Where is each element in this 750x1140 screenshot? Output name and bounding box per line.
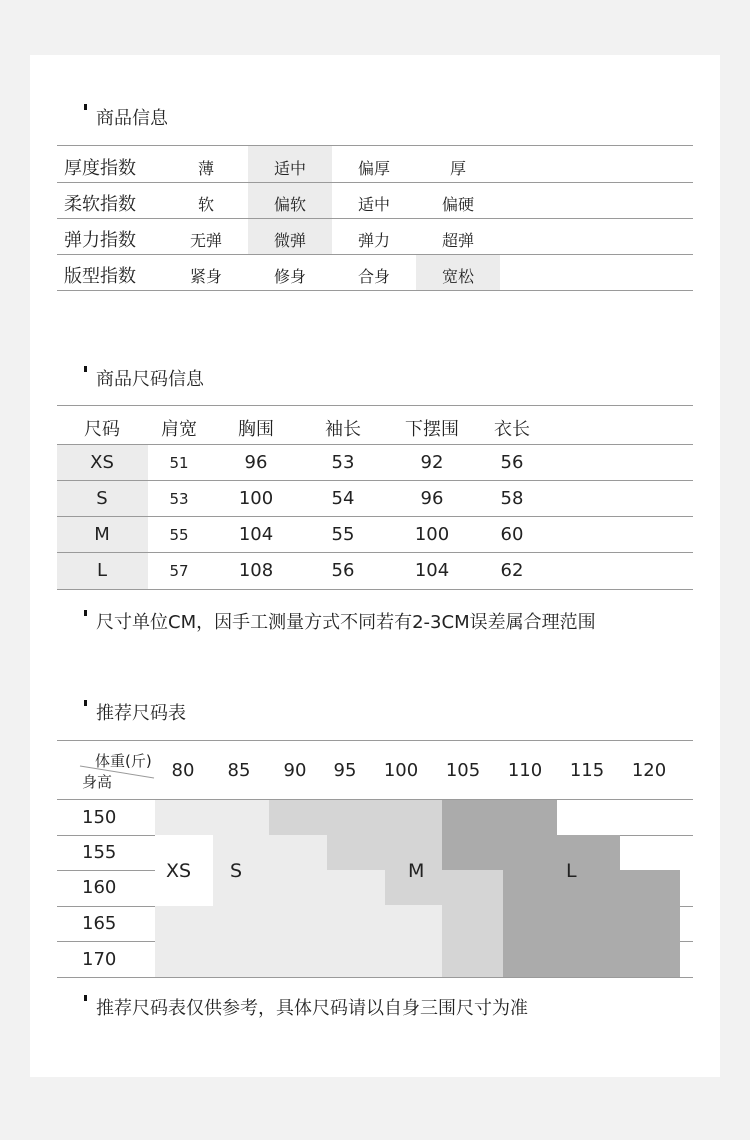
table-rule	[57, 516, 693, 517]
size-label-m: M	[408, 860, 425, 882]
table-rule	[57, 290, 693, 291]
weight-header: 100	[383, 760, 419, 781]
table-rule	[57, 799, 693, 800]
size-value: 108	[238, 560, 274, 581]
table-rule	[57, 480, 693, 481]
table-rule	[57, 405, 693, 406]
row-rule	[57, 835, 155, 836]
size-note: 尺寸单位CM，因手工测量方式不同若有2-3CM误差属合理范围	[96, 612, 596, 633]
info-row-label: 柔软指数	[64, 194, 136, 215]
row-rule	[680, 941, 693, 942]
section-bullet	[84, 700, 87, 706]
size-l-region	[442, 800, 557, 835]
row-rule	[57, 941, 155, 942]
info-option: 偏软	[273, 195, 306, 214]
size-header: 肩宽	[161, 419, 197, 440]
row-rule	[57, 870, 155, 871]
weight-header: 95	[333, 760, 357, 781]
table-rule	[57, 977, 693, 978]
info-row-label: 厚度指数	[64, 158, 136, 179]
size-value: 54	[331, 488, 355, 509]
info-option: 无弹	[189, 231, 222, 250]
weight-header: 90	[283, 760, 307, 781]
info-option: 厚	[449, 159, 466, 178]
size-info-title: 商品尺码信息	[96, 369, 204, 390]
size-m-region	[327, 835, 442, 870]
weight-header: 80	[171, 760, 195, 781]
size-label-xs: XS	[166, 860, 192, 882]
info-option: 超弹	[441, 231, 474, 250]
size-header: 尺码	[84, 419, 120, 440]
note-bullet	[84, 995, 87, 1001]
weight-header: 115	[569, 760, 605, 781]
table-rule	[57, 254, 693, 255]
table-rule	[57, 444, 693, 445]
size-value: 51	[169, 454, 189, 472]
note-bullet	[84, 610, 87, 616]
info-option: 修身	[273, 267, 306, 286]
size-name: XS	[90, 452, 114, 473]
table-rule	[57, 740, 693, 741]
row-rule	[680, 906, 693, 907]
size-value: 96	[420, 488, 444, 509]
corner-diagonal	[78, 762, 158, 782]
corner-weight-label: 体重(斤)	[95, 752, 152, 770]
info-row-label: 版型指数	[64, 266, 136, 287]
info-option: 紧身	[189, 267, 222, 286]
info-option: 偏硬	[441, 195, 474, 214]
size-value: 55	[331, 524, 355, 545]
size-l-region	[442, 835, 620, 870]
row-rule	[57, 906, 155, 907]
size-label-l: L	[566, 860, 577, 882]
height-label: 170	[82, 949, 117, 970]
height-label: 160	[82, 877, 117, 898]
size-value: 56	[331, 560, 355, 581]
section-bullet	[84, 366, 87, 372]
size-value: 100	[414, 524, 450, 545]
product-info-title: 商品信息	[96, 108, 168, 129]
recommend-note: 推荐尺码表仅供参考，具体尺码请以自身三围尺寸为准	[96, 998, 528, 1019]
info-option: 弹力	[357, 231, 390, 250]
size-value: 53	[169, 490, 189, 508]
weight-header: 85	[227, 760, 251, 781]
section-bullet	[84, 104, 87, 110]
size-label-s: S	[230, 860, 243, 882]
size-value: 55	[169, 526, 189, 544]
info-option: 薄	[197, 159, 214, 178]
size-m-region	[269, 800, 442, 835]
table-rule	[57, 589, 693, 590]
info-option: 宽松	[441, 267, 474, 286]
weight-header: 110	[507, 760, 543, 781]
size-name: S	[96, 488, 108, 509]
size-value: 96	[244, 452, 268, 473]
size-value: 56	[500, 452, 524, 473]
height-label: 155	[82, 842, 117, 863]
size-value: 104	[414, 560, 450, 581]
info-option: 适中	[357, 195, 390, 214]
info-option: 软	[197, 195, 214, 214]
size-value: 53	[331, 452, 355, 473]
info-option: 合身	[357, 267, 390, 286]
size-value: 57	[169, 562, 189, 580]
size-header: 下摆围	[405, 419, 459, 440]
info-row-label: 弹力指数	[64, 230, 136, 251]
recommend-title: 推荐尺码表	[96, 703, 186, 724]
size-value: 62	[500, 560, 524, 581]
height-label: 165	[82, 913, 117, 934]
size-l-region	[503, 870, 680, 977]
corner-height-label: 身高	[82, 773, 113, 791]
info-option: 偏厚	[357, 159, 390, 178]
info-option: 适中	[273, 159, 306, 178]
height-label: 150	[82, 807, 117, 828]
size-header: 袖长	[325, 419, 361, 440]
table-rule	[57, 145, 693, 146]
size-value: 104	[238, 524, 274, 545]
size-value: 100	[238, 488, 274, 509]
size-name: L	[96, 560, 108, 581]
size-s-region	[269, 835, 327, 977]
size-m-region	[442, 870, 503, 977]
size-value: 60	[500, 524, 524, 545]
size-value: 58	[500, 488, 524, 509]
size-s-region	[385, 905, 442, 977]
table-rule	[57, 182, 693, 183]
weight-header: 120	[631, 760, 667, 781]
row-rule	[620, 835, 693, 836]
size-name: M	[94, 524, 110, 545]
size-s-region	[327, 870, 385, 977]
weight-header: 105	[445, 760, 481, 781]
table-rule	[57, 218, 693, 219]
info-option: 微弹	[273, 231, 306, 250]
table-rule	[57, 552, 693, 553]
size-header: 衣长	[494, 419, 530, 440]
size-header: 胸围	[238, 419, 274, 440]
size-value: 92	[420, 452, 444, 473]
